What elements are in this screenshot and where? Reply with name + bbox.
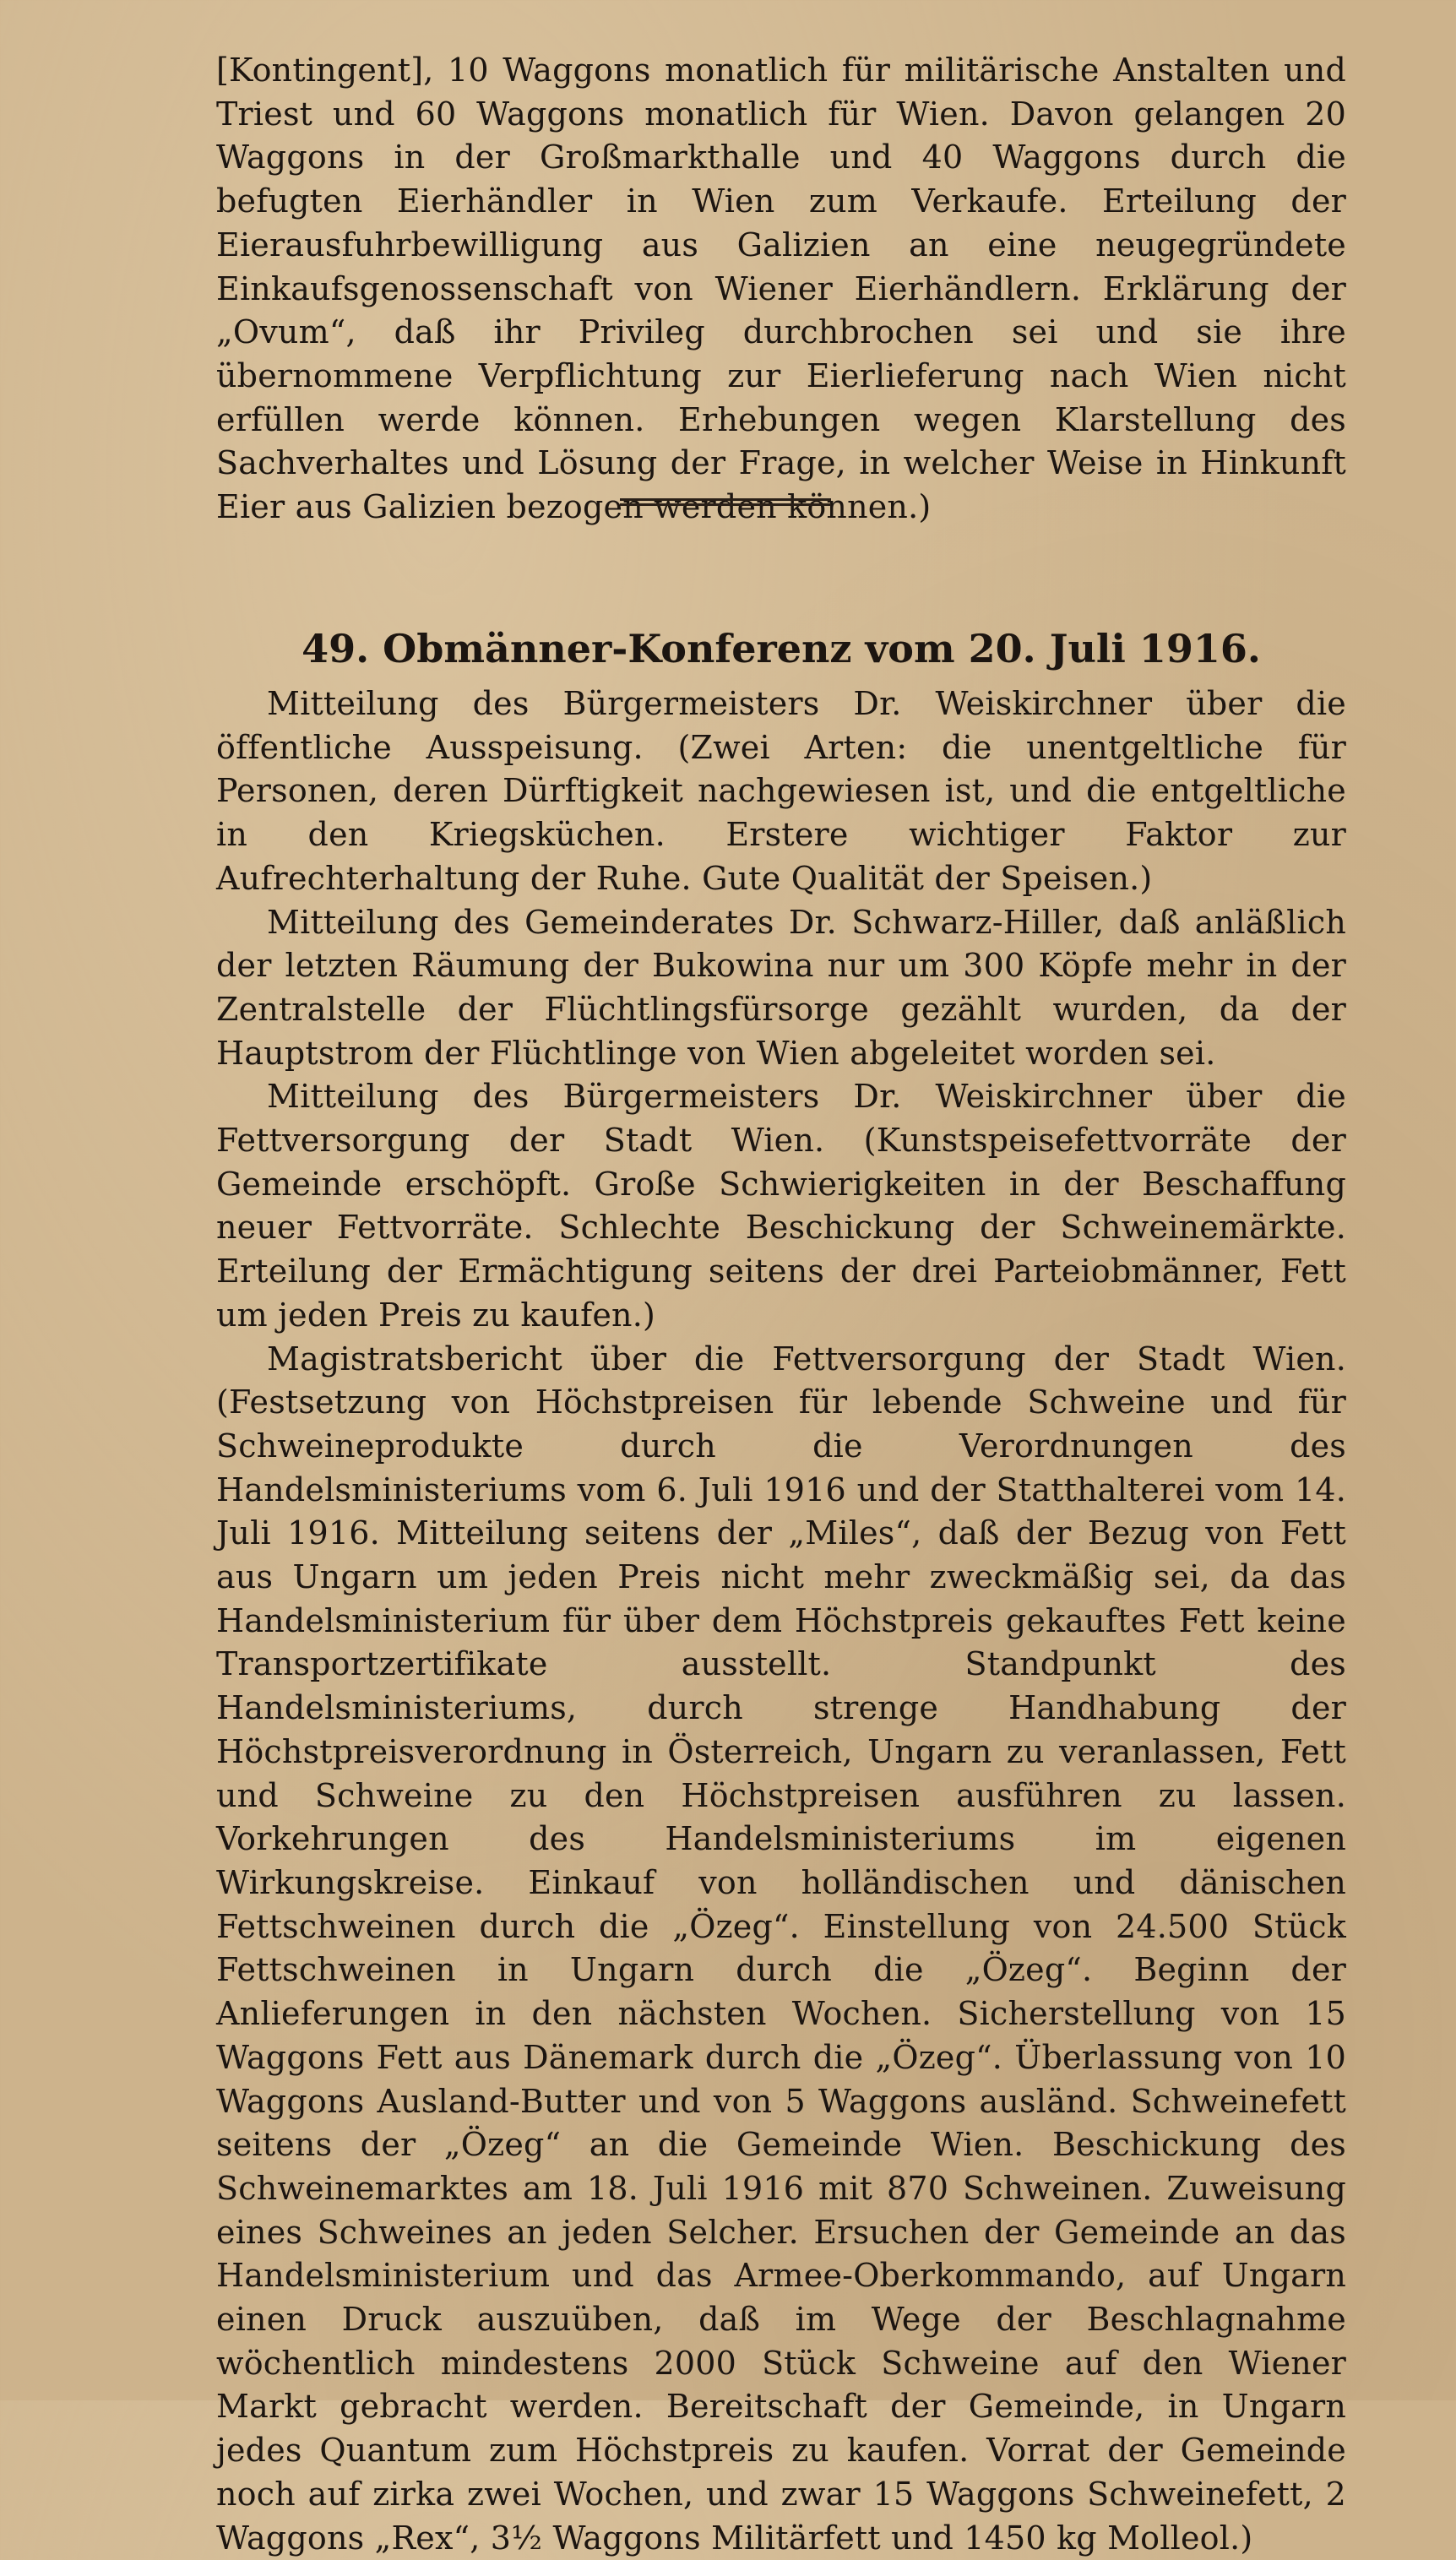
paragraph: Magistratsbericht über die Fettversorgung der Stadt Wien. (Festsetzung von Höchstpreisen für lebende Schweine und für Schweineprodukte durch die Verordnungen des Handelsministeriums vom 6. Juli 1916 und der Statthalterei vom 14. Juli 1916. Mitteilung seitens der „Miles“, daß der Bezug von Fett aus Ungarn um jeden Preis nicht mehr zweckmäßig sei, da das Handelsministerium für über dem Höchstpreis gekauftes Fett keine Transportzertifikate ausstellt. Standpunkt des Handelsministeriums, durch strenge Handhabung der Höchstpreisverordnung in Österreich, Ungarn zu veranlassen, Fett und Schweine zu den Höchstpreisen ausführen zu lassen. Vorkehrungen des Handelsministeriums im eigenen Wirkungskreise. Einkauf von holländischen und dänischen Fettschweinen durch die „Özeg“. Einstellung von 24.500 Stück Fettschweinen in Ungarn durch die „Özeg“. Beginn der Anlieferungen in den nächsten Wochen. Sicherstellung von 15 Waggons Fett aus Dänemark durch die „Özeg“. Überlassung von 10 Waggons Ausland-Butter und von 5 Waggons ausländ. Schweinefett seitens der „Özeg“ an die Gemeinde Wien. Beschickung des Schweinemarktes am 18. Juli 1916 mit 870 Schweinen. Zuweisung eines Schweines an jeden Selcher. Ersuchen der Gemeinde an das Handelsministerium und das Armee-Oberkommando, auf Ungarn einen Druck auszuüben, daß im Wege der Beschlagnahme wöchentlich mindestens 2000 Stück Schweine auf den Wiener Markt gebracht werden. Bereitschaft der Gemeinde, in Ungarn jedes Quantum zum Höchstpreis zu kaufen. Vorrat der Gemeinde noch auf zirka zwei Wochen, und zwar 15 Waggons Schweinefett, 2 Waggons „Rex“, 3½ Waggons Militärfett und 1450 kg Molleol.) — [216, 1340, 1346, 2557]
section-divider — [620, 498, 831, 506]
paragraph: Mitteilung des Bürgermeisters Dr. Weiskirchner über die Fettversorgung der Stadt Wien. (Kunstspeisefettvorräte der Gemeinde erschöpft. Große Schwierigkeiten in der Beschaffung neuer Fettvorräte. Schlechte Beschickung der Schweinemärkte. Erteilung der Ermächtigung seitens der drei Parteiobmänner, Fett um jeden Preis zu kaufen.) — [216, 1078, 1346, 1334]
continued-paragraph-block — [216, 49, 1346, 530]
paragraph: Mitteilung des Bürgermeisters Dr. Weiskirchner über die öffentliche Ausspeisung. (Zwei Arten: die unentgeltliche für Personen, deren Dürftigkeit nachgewiesen ist, und die entgeltliche in den Kriegsküchen. Erstere wichtiger Faktor zur Aufrechterhaltung der Ruhe. Gute Qualität der Speisen.) — [216, 685, 1346, 897]
intro-paragraph: [Kontingent], 10 Waggons monatlich für militärische Anstalten und Triest und 60 Waggons monatlich für Wien. Davon gelangen 20 Waggons in der Großmarkthalle und 40 Waggons durch die befugten Eierhändler in Wien zum Verkaufe. Erteilung der Eierausfuhrbewilligung aus Galizien an eine neugegründete Einkaufsgenossenschaft von Wiener Eierhändlern. Erklärung der „Ovum“, daß ihr Privileg durchbrochen sei und sie ihre übernommene Verpflichtung zur Eierlieferung nach Wien nicht erfüllen werde können. Erhebungen wegen Klarstellung des Sachverhaltes und Lösung der Frage, in welcher Weise in Hinkunft Eier aus Galizien bezogen werden können.) — [216, 52, 1346, 526]
section-body — [216, 682, 1346, 2560]
paragraph: Mitteilung des Gemeinderates Dr. Schwarz-Hiller, daß anläßlich der letzten Räumung der Bukowina nur um 300 Köpfe mehr in der Zentralstelle der Flüchtlingsfürsorge gezählt wurden, da der Hauptstrom der Flüchtlinge von Wien abgeleitet worden sei. — [216, 903, 1346, 1072]
section-title: 49. Obmänner-Konferenz vom 20. Juli 1916. — [302, 626, 1261, 671]
